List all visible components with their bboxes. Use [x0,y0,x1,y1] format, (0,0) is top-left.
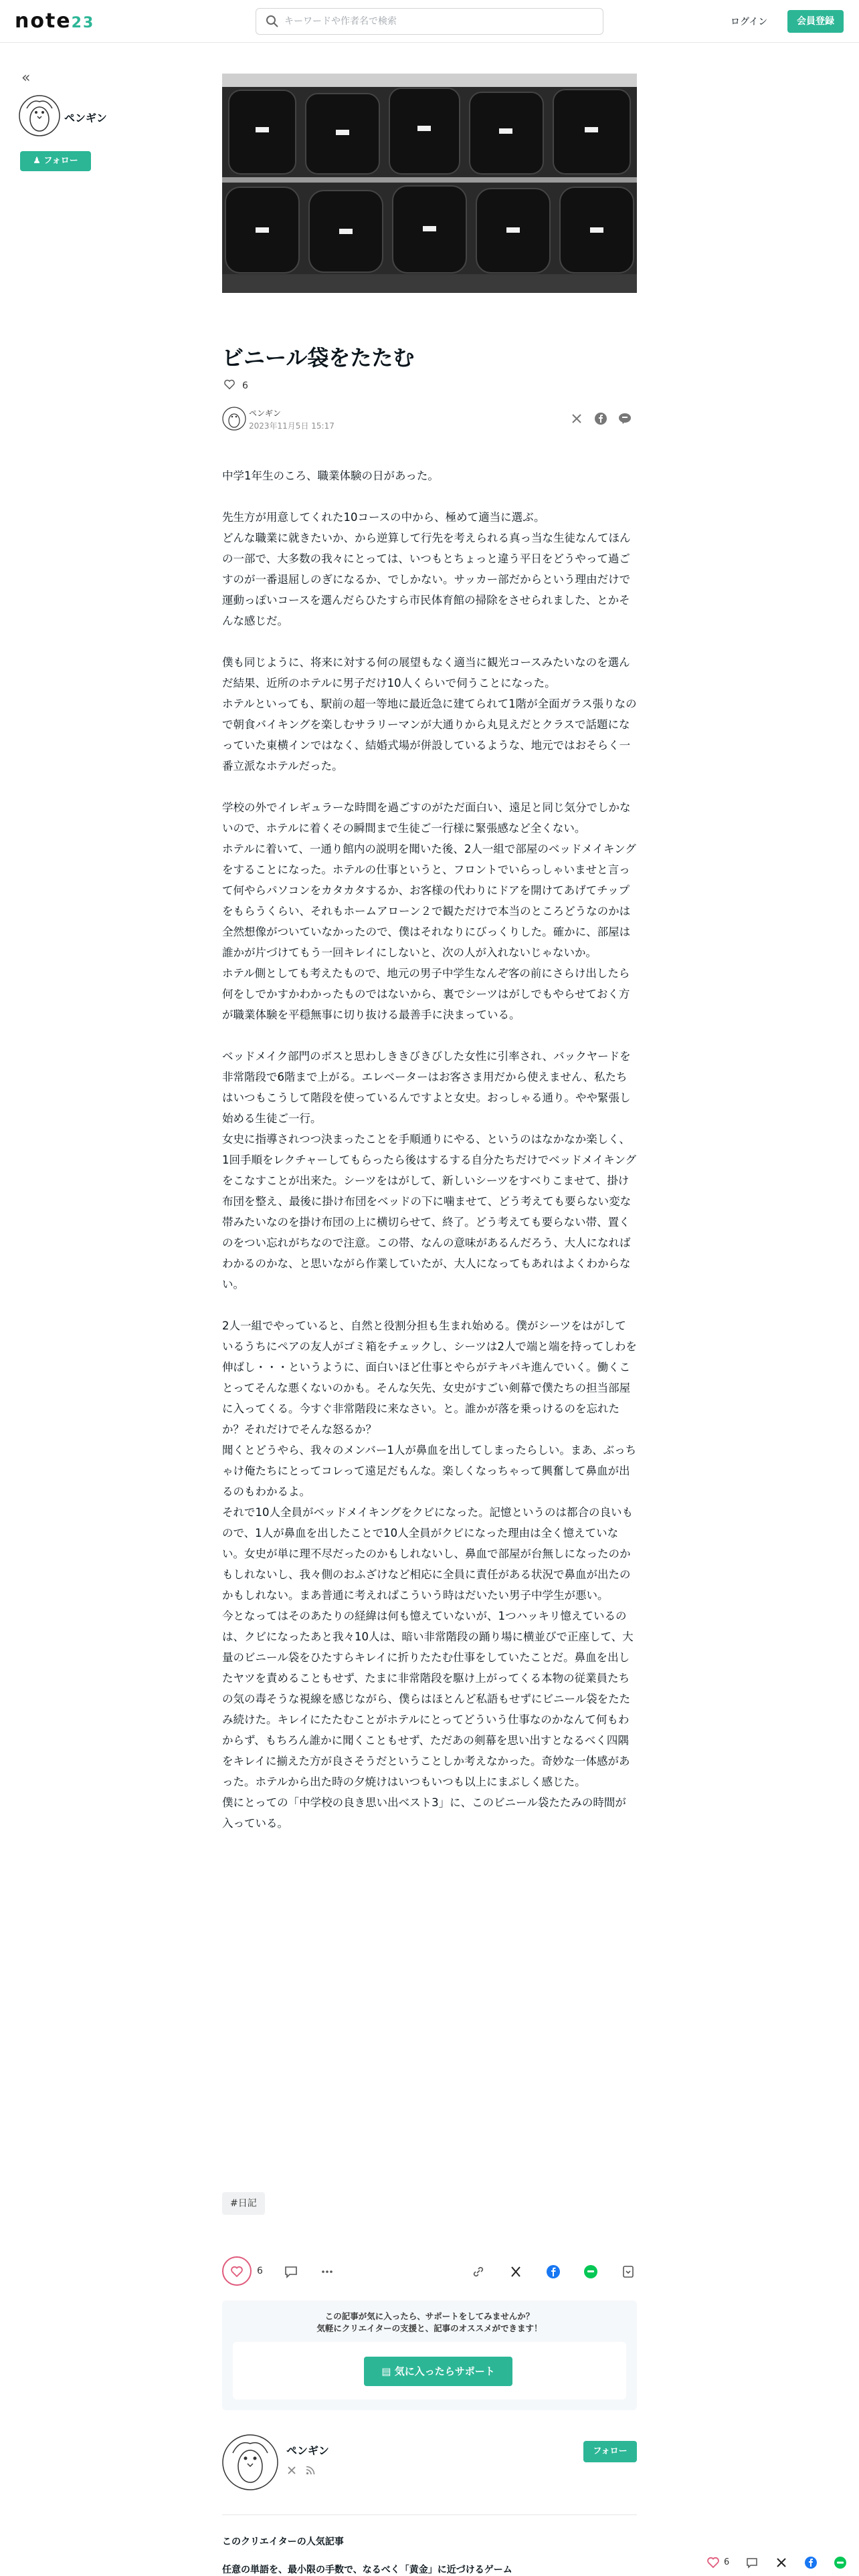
x-share-icon[interactable] [570,412,583,425]
sidebar-author-name[interactable]: ペンギン [64,112,107,124]
author-name[interactable]: ペンギン [286,2444,329,2457]
site-header [0,0,859,43]
line-share-icon[interactable] [583,2264,598,2279]
heart-icon [230,2265,244,2278]
support-box [233,2342,626,2399]
article-paragraph: 僕も同じように、将来に対する何の展望もなく適当に観光コースみたいなのを選んだ結果、近所のホテルに男子だけ10人くらいで伺うことになった。 ホテルといっても、駅前の超一等地に最近急に建てられて1階が全面ガラス張りなので朝食バイキングを楽しむサラリーマンが大通りから丸見えだとクラスで話題になっていた東横インではなく、結婚式場が併設しているような、地元ではおそらく一番立派なホテルだった。 [222,656,637,772]
logo-badge: 23 [71,15,95,31]
sidebar-follow-button[interactable] [20,151,91,171]
rss-icon[interactable] [305,2465,316,2476]
heart-outline-icon [223,379,235,391]
article-paragraph: 2人一組でやっていると、自然と役割分担も生まれ始める。僕がシーツをはがしているうちにペアの友人がゴミ箱をチェックし、シーツは2人で端と端を持ってしわを伸ばし・・・というように、面白いほど仕事とやらがテキパキ進んでいく。働くことってそんな悪くないのかも。そんな矢先、女史がすごい剣幕で僕たちの担当部屋に入ってくる。今すぐ非常階段に来なさい。と。誰かが落を乗っけるのを忘れたか？それだけでそんな怒るか？ 聞くとどうやら、我々のメンバー1人が鼻血を出してしまったらしい。まあ、ぶっちゃけ俺たちにとってコレって遠足だもんな。楽しくなっちゃって興奮して鼻血が出るのもわかるよ。 それで10人全員がベッドメイキングをクビになった。記憶というのは都合の良いもので、1人が鼻血を出したことで10人全員がクビになった理由は全く憶えていない。女史が単に理不尽だったのかもしれないし、鼻血で部屋が台無しになったのかもしれないし、我々側のおふざけなど相応に全員に責任がある状況で鼻血が出たのかもしれない。まあ普通に考えればこういう時はだいたい男子中学生が悪い。 今となってはそのあたりの経緯は何も憶えていないが、1つハッキリ憶えているのは、クビになったあと我々10人は、暗い非常階段の踊り場に横並びで正座して、大量のビニール袋をひたすらキレイに折りたたむ仕事をしていたことだ。鼻血を出したヤツを責めることもせず、たまに非常階段を駆け上がってくる本物の従業員たちの気の毒そうな視線を感じながら、僕らはほとんど私語もせずにビニール袋をたたみ続けた。キレイにたたむことがホテルにとってどういう仕事なのかなんて何もわからず、もちろん誰かに聞くこともせず、ただあの剣幕を思い出すとなるべく四隅をキレイに揃えた方が良さそうだということしか考えなかった。奇妙な一体感があった。ホテルから出た時の夕焼けはいつもいつも以上にまぶしく感じた。 僕にとっての「中学校の良き思い出ベスト3」に、このビニール袋たたみの時間が入っている。 [222,1319,637,1830]
support-subline: 気軽にクリエイターの支援と、記事のオススメができます！ [316,2323,543,2333]
popular-articles-heading: このクリエイターの人気記事 [222,2537,344,2547]
search-icon [266,15,279,28]
note-logo[interactable] [15,9,94,33]
x-profile-icon[interactable] [286,2465,297,2476]
logo-text: note [15,9,72,33]
gift-icon: ▤ [381,2365,391,2377]
support-button[interactable] [364,2357,512,2386]
author-follow-button[interactable]: フォロー [583,2441,637,2462]
section-divider [222,2514,637,2515]
person-add-icon: ♟ [33,156,41,166]
article-like-summary[interactable] [223,379,248,391]
search-box[interactable] [256,8,603,35]
floating-action-bar [705,2548,859,2576]
heart-icon[interactable] [706,2556,720,2569]
like-button[interactable] [222,2256,252,2286]
support-panel [222,2300,637,2410]
article-action-bar [222,2256,637,2287]
facebook-share-icon[interactable] [594,412,607,425]
author-avatar-small[interactable] [222,407,246,431]
like-count: 6 [257,2266,263,2276]
embed-icon[interactable] [621,2264,636,2279]
signup-button[interactable]: 会員登録 [787,10,844,33]
login-link[interactable]: ログイン [731,17,768,27]
sidebar-follow-label: フォロー [43,156,78,166]
article-author-row [222,405,637,433]
support-headline: この記事が気に入ったら、サポートをしてみませんか？ [324,2311,535,2321]
collapse-sidebar-button[interactable]: « [21,70,31,86]
author-profile-card [222,2434,637,2494]
author-avatar-large[interactable] [222,2434,278,2490]
support-button-label: 気に入ったらサポート [394,2365,495,2377]
floating-like-count: 6 [724,2557,730,2567]
article-paragraph: 学校の外でイレギュラーな時間を過ごすのがただ面白い、遠足と同じ気分でしかないので、ホテルに着くその瞬間まで生徒ご一行様に緊張感など全くない。 ホテルに着いて、一通り館内の説明を聞いた後、2人一組で部屋のベッドメイキングをすることになった。ホテルの仕事というと、フロントでいらっしゃいませと言って何やらパソコンをカタカタするか、お客様の代わりにドアを開けてあげてチップをもらうくらい、それもホームアローン２で観ただけで本当のところどうなのかは全然想像がついていなかったので、僕はそれなりにびっくりした。確かに、部屋は誰かが片づけてもう一回キレイにしないと、次の人が入れないじゃないか。 ホテル側としても考えたもので、地元の男子中学生なんぞ客の前にさらけ出したら何をしでかすかわかったものではないから、裏でシーツはがしでもやらせておく方が職業体験を平穏無事に切り抜ける最善手に決まっている。 [222,801,636,1021]
article-title: ビニール袋をたたむ [222,345,415,370]
publish-date: 2023年11月5日 15:17 [249,421,335,431]
article-paragraph: 中学1年生のころ、職業体験の日があった。 [222,469,439,482]
like-count: 6 [242,381,248,391]
author-name[interactable]: ペンギン [249,409,281,418]
comment-icon[interactable] [745,2556,759,2569]
line-share-icon[interactable] [618,412,632,425]
x-share-icon[interactable] [508,2264,523,2279]
more-options-icon[interactable] [320,2264,335,2279]
comment-icon[interactable] [284,2264,298,2279]
copy-link-icon[interactable] [471,2264,486,2279]
article-paragraph: 先生方が用意してくれた10コースの中から、極めて適当に選ぶ。 どんな職業に就きたいか、から逆算して行先を考えられる真っ当な生徒なんてほんの一部で、大多数の我々にとっては、いつもとちょっと違う平日をどうやって過ごすのが一番退屈しのぎになるか、でしかない。サッカー部だからという理由だけで運動っぽいコースを選んだらひたすら市民体育館の掃除をさせられました、とかそんな感じだ。 [222,511,631,627]
x-share-icon[interactable] [775,2556,788,2569]
article-paragraph: ベッドメイク部門のボスと思わしききびきびした女性に引率され、バックヤードを非常階段で6階まで上がる。エレベーターはお客さま用だから使えません、私たちはいつもこうして階段を使っているんですよと女史。おっしゃる通り。やや緊張し始める生徒ご一行。 女史に指導されつつ決まったことを手順通りにやる、というのはなかなか楽しく、1回手順をレクチャーしてもらったら後はするする自分たちだけでベッドメイキングをこなすことが出来た。シーツをはがして、新しいシーツをすべりこませて、掛け布団を整え、最後に掛け布団をベッドの下に噛ませて、どう考えても要らない変な帯みたいなのを掛け布団の上に横切らせて、終了。どう考えても要らない帯、置くのをつい忘れがちなので注意。この帯、なんの意味があるんだろう、大人になればわかるのかな、と思いながら作業していたが、大人になってもあれはよくわからない。 [222,1050,637,1291]
hashtag-chip[interactable]: #日記 [222,2192,265,2215]
search-input[interactable] [284,9,592,34]
article-body [222,465,637,1854]
popular-article-link[interactable]: 任意の単語を、最小限の手数で、なるべく「黄金」に近づけるゲーム [222,2565,512,2575]
author-avatar[interactable] [19,95,60,136]
line-share-icon[interactable] [834,2556,847,2569]
facebook-share-icon[interactable] [804,2556,818,2569]
hero-image [222,74,637,293]
facebook-share-icon[interactable] [546,2264,561,2279]
